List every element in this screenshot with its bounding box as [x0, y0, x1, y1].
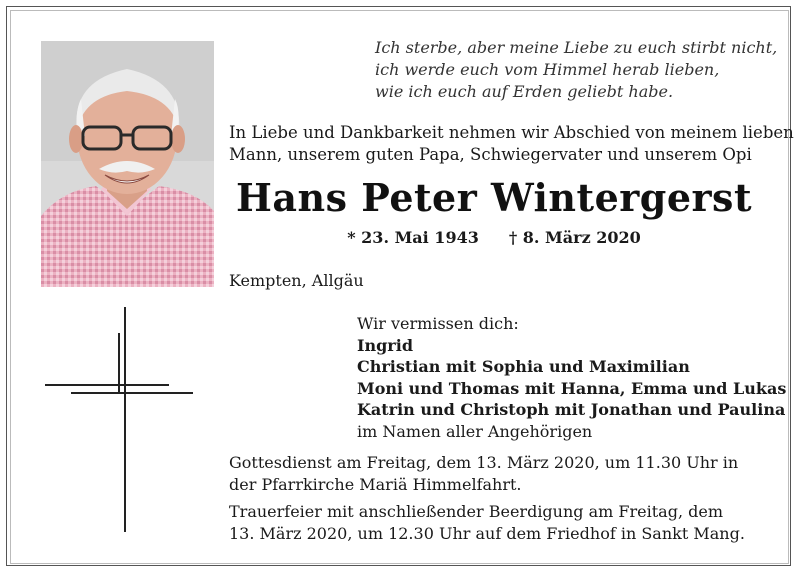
poem-line: Ich sterbe, aber meine Liebe zu euch stirbt nicht, — [375, 38, 778, 57]
poem-line: ich werde euch vom Himmel herab lieben, — [375, 60, 720, 79]
farewell-intro — [229, 122, 794, 166]
poem-line: wie ich euch auf Erden geliebt habe. — [375, 82, 674, 101]
mourner-name: Ingrid — [357, 335, 413, 355]
memorial-poem — [375, 37, 778, 103]
service-details — [229, 452, 745, 544]
deceased-name: Hans Peter Wintergerst — [235, 175, 753, 220]
service-line: Gottesdienst am Freitag, dem 13. März 2020, um 11.30 Uhr in — [229, 453, 739, 472]
service-line: Trauerfeier mit anschließender Beerdigung am Freitag, dem — [229, 502, 724, 521]
residence-place: Kempten, Allgäu — [229, 271, 364, 290]
death-date: † 8. März 2020 — [508, 228, 641, 247]
life-dates — [229, 228, 759, 247]
intro-line: In Liebe und Dankbarkeit nehmen wir Abschied von meinem lieben — [229, 123, 794, 142]
birth-date: * 23. Mai 1943 — [347, 228, 479, 247]
mourner-name: Christian mit Sophia und Maximilian — [357, 357, 690, 376]
mourners-list — [357, 313, 786, 442]
service-line: der Pfarrkirche Mariä Himmelfahrt. — [229, 474, 522, 494]
portrait-photo — [41, 41, 214, 287]
mourner-name: Katrin und Christoph mit Jonathan und Paulina — [357, 400, 786, 419]
mourner-name: Moni und Thomas mit Hanna, Emma und Lukas — [357, 378, 787, 398]
cross-icon — [45, 307, 195, 532]
mourners-closing: im Namen aller Angehörigen — [357, 421, 593, 441]
intro-line: Mann, unserem guten Papa, Schwiegervater und unserem Opi — [229, 145, 752, 164]
mourners-heading: Wir vermissen dich: — [357, 314, 519, 333]
service-line: 13. März 2020, um 12.30 Uhr auf dem Friedhof in Sankt Mang. — [229, 523, 745, 543]
